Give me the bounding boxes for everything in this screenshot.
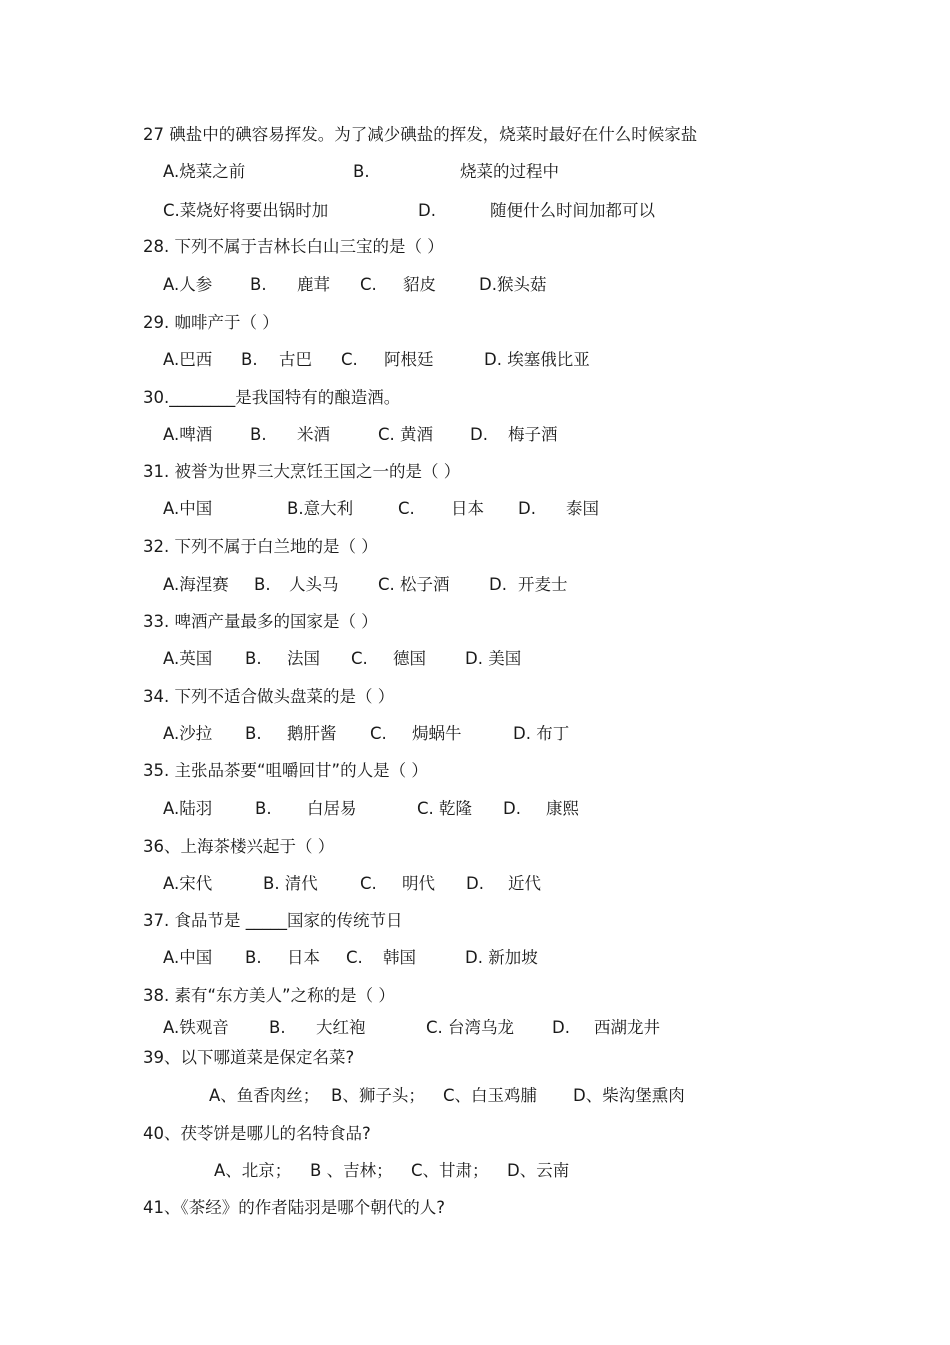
option-segment: A.啤酒 [163,425,213,444]
option-segment: 西湖龙井 [594,1018,660,1037]
option-segment: 米酒 [297,425,330,444]
option-segment: A.铁观音 [163,1018,229,1037]
option-segment: C. 乾隆 [417,799,473,818]
question-text: 36、上海茶楼兴起于（ ） [143,837,335,856]
option-segment: 鹅肝酱 [287,724,337,743]
option-segment: 人头马 [289,575,339,594]
option-segment: 日本 [451,499,484,518]
option-segment: C. [341,350,358,369]
option-segment: B. [245,724,262,743]
option-segment: A.中国 [163,499,213,518]
option-segment: 貂皮 [403,275,436,294]
option-segment: A.烧菜之前 [163,162,246,181]
option-segment: B. [353,162,370,181]
option-segment: B、狮子头； [331,1086,425,1105]
option-segment: 随便什么时间加都可以 [490,201,655,220]
option-segment: C. [398,499,415,518]
option-segment: B. [250,275,267,294]
question-text: 27 碘盐中的碘容易挥发。为了减少碘盐的挥发，烧菜时最好在什么时候家盐 [143,125,698,144]
option-segment: A.陆羽 [163,799,213,818]
question-text: 30.________是我国特有的酿造酒。 [143,388,401,407]
question-text: 34. 下列不适合做头盘菜的是（ ） [143,687,395,706]
option-segment: C. 松子酒 [378,575,450,594]
option-segment: C. [370,724,387,743]
option-segment: B.意大利 [287,499,354,518]
option-segment: D、云南 [507,1161,570,1180]
option-segment: C. 台湾乌龙 [426,1018,515,1037]
option-segment: B. [241,350,258,369]
option-segment: A.海涅赛 [163,575,229,594]
option-segment: 焗蜗牛 [412,724,462,743]
option-segment: D. 新加坡 [465,948,538,967]
option-segment: C. [360,275,377,294]
option-segment: 康熙 [546,799,579,818]
option-segment: 梅子酒 [508,425,558,444]
option-segment: 德国 [393,649,426,668]
option-segment: 阿根廷 [384,350,434,369]
option-segment: D. [489,575,507,594]
option-segment: A.英国 [163,649,213,668]
option-segment: 烧菜的过程中 [460,162,559,181]
question-text: 38. 素有“东方美人”之称的是（ ） [143,986,395,1005]
option-segment: C. [351,649,368,668]
option-segment: D. [552,1018,570,1037]
option-segment: 大红袍 [316,1018,366,1037]
option-segment: D. [466,874,484,893]
option-segment: B. [254,575,271,594]
option-segment: C、白玉鸡脯 [443,1086,538,1105]
option-segment: D. 埃塞俄比亚 [484,350,590,369]
option-segment: B. [250,425,267,444]
option-segment: A.中国 [163,948,213,967]
option-segment: D、柴沟堡熏肉 [573,1086,685,1105]
option-segment: 古巴 [279,350,312,369]
option-segment: B. [255,799,272,818]
option-segment: C. 黄酒 [378,425,434,444]
option-segment: A、北京； [214,1161,292,1180]
option-segment: A.沙拉 [163,724,213,743]
option-segment: B. 清代 [263,874,318,893]
option-segment: B. [245,948,262,967]
option-segment: C. [346,948,363,967]
question-text: 28. 下列不属于吉林长白山三宝的是（ ） [143,237,444,256]
option-segment: D. [470,425,488,444]
option-segment: 泰国 [566,499,599,518]
option-segment: 近代 [508,874,541,893]
option-segment: C. [360,874,377,893]
option-segment: 韩国 [383,948,416,967]
question-text: 29. 咖啡产于（ ） [143,313,279,332]
question-text: 33. 啤酒产量最多的国家是（ ） [143,612,378,631]
option-segment: D. 美国 [465,649,522,668]
question-text: 35. 主张品茶要“咀嚼回甘”的人是（ ） [143,761,428,780]
option-segment: A、鱼香肉丝； [209,1086,320,1105]
option-segment: B. [269,1018,286,1037]
question-text: 39、以下哪道菜是保定名菜? [143,1048,355,1067]
option-segment: C、甘肃； [411,1161,489,1180]
option-segment: B 、吉林； [310,1161,393,1180]
option-segment: 日本 [287,948,320,967]
option-segment: 鹿茸 [297,275,330,294]
question-text: 31. 被誉为世界三大烹饪王国之一的是（ ） [143,462,461,481]
question-text: 41、《茶经》的作者陆羽是哪个朝代的人? [143,1198,446,1217]
option-segment: D. [518,499,536,518]
question-text: 40、茯苓饼是哪儿的名特食品? [143,1124,371,1143]
option-segment: D. [503,799,521,818]
option-segment: D. [418,201,436,220]
question-text: 32. 下列不属于白兰地的是（ ） [143,537,378,556]
option-segment: A.人参 [163,275,213,294]
question-text: 37. 食品节是 _____国家的传统节日 [143,911,403,930]
option-segment: 明代 [402,874,435,893]
option-segment: A.巴西 [163,350,213,369]
option-segment: D. 布丁 [513,724,570,743]
option-segment: B. [245,649,262,668]
option-segment: 法国 [287,649,320,668]
option-segment: 开麦士 [518,575,568,594]
option-segment: 白居易 [307,799,357,818]
option-segment: C.菜烧好将要出锅时加 [163,201,329,220]
option-segment: A.宋代 [163,874,213,893]
option-segment: D.猴头菇 [479,275,547,294]
